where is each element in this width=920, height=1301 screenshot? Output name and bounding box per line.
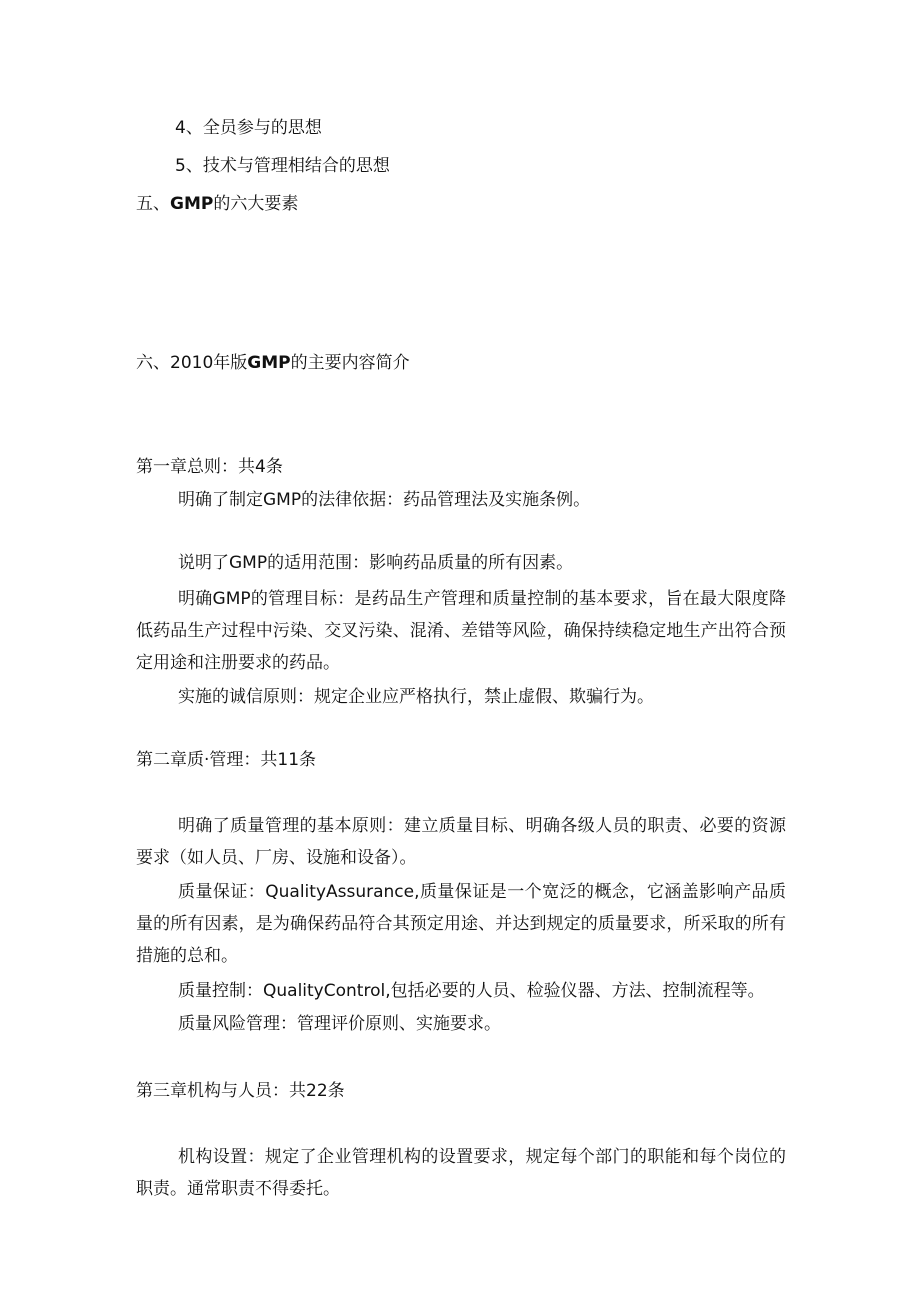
list-item-5: 5、技术与管理相结合的思想 — [175, 156, 390, 176]
chapter1-paragraph-3: 明确GMP的管理目标：是药品生产管理和质量控制的基本要求，旨在最大限度降低药品生产过程中污染、交叉污染、混淆、差错等风险，确保持续稳定地生产出符合预定用途和注册要求的药品。 — [136, 589, 786, 673]
section-heading-5-rest: 的六大要素 — [213, 194, 299, 214]
section-heading-5-prefix: 五、 — [136, 194, 170, 214]
section-heading-6-rest: 的主要内容简介 — [290, 353, 410, 373]
chapter1-paragraph-4: 实施的诚信原则：规定企业应严格执行，禁止虚假、欺骗行为。 — [178, 687, 654, 707]
list-item-4: 4、全员参与的思想 — [175, 118, 322, 138]
chapter2-paragraph-4: 质量风险管理：管理评价原则、实施要求。 — [178, 1014, 501, 1034]
chapter1-paragraph-1: 明确了制定GMP的法律依据：药品管理法及实施条例。 — [178, 490, 591, 510]
chapter3-heading: 第三章机构与人员：共22条 — [136, 1081, 345, 1101]
chapter2-paragraph-2: 质量保证：QualityAssurance,质量保证是一个宽泛的概念，它涵盖影响产品质量的所有因素，是为确保药品符合其预定用途、并达到规定的质量要求，所采取的所有措施的总和。 — [136, 882, 786, 966]
chapter2-heading: 第二章质·管理：共11条 — [136, 750, 317, 770]
chapter1-paragraph-2: 说明了GMP的适用范围：影响药品质量的所有因素。 — [178, 553, 574, 573]
section-heading-6 — [136, 351, 410, 375]
chapter2-paragraph-1: 明确了质量管理的基本原则：建立质量目标、明确各级人员的职责、必要的资源要求（如人员、厂房、设施和设备）。 — [136, 816, 786, 868]
section-heading-5 — [136, 192, 298, 216]
chapter2-paragraph-3: 质量控制：QualityControl,包括必要的人员、检验仪器、方法、控制流程等。 — [178, 981, 765, 1001]
section-heading-5-gmp: GMP — [170, 194, 214, 214]
chapter1-heading: 第一章总则：共4条 — [136, 457, 283, 477]
section-heading-6-gmp: GMP — [247, 353, 291, 373]
section-heading-6-prefix: 六、2010年版 — [136, 353, 248, 373]
chapter3-paragraph-1: 机构设置：规定了企业管理机构的设置要求，规定每个部门的职能和每个岗位的职责。通常职责不得委托。 — [136, 1147, 786, 1199]
